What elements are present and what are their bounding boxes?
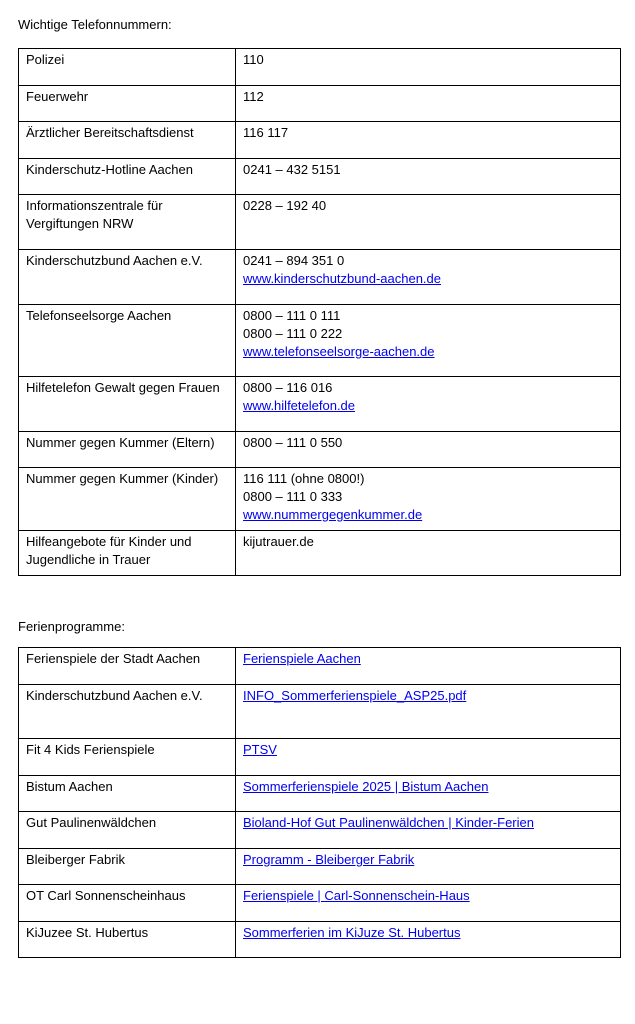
row-value bbox=[236, 685, 621, 739]
row-value bbox=[236, 849, 621, 885]
table-row bbox=[19, 195, 621, 250]
row-label: Bleiberger Fabrik bbox=[19, 849, 236, 885]
table-row bbox=[19, 849, 621, 885]
row-label: OT Carl Sonnenscheinhaus bbox=[19, 885, 236, 922]
table-row bbox=[19, 159, 621, 195]
row-label: Telefonseelsorge Aachen bbox=[19, 305, 236, 377]
link[interactable]: PTSV bbox=[243, 742, 277, 757]
link[interactable]: Ferienspiele Aachen bbox=[243, 651, 361, 666]
row-label: Nummer gegen Kummer (Kinder) bbox=[19, 468, 236, 531]
row-label: Polizei bbox=[19, 49, 236, 86]
link[interactable]: www.telefonseelsorge-aachen.de bbox=[243, 344, 435, 359]
table-row bbox=[19, 685, 621, 739]
link[interactable]: Sommerferien im KiJuze St. Hubertus bbox=[243, 925, 461, 940]
row-value bbox=[236, 468, 621, 531]
link[interactable]: Ferienspiele | Carl-Sonnenschein-Haus bbox=[243, 888, 470, 903]
table-row bbox=[19, 922, 621, 958]
value-text: 0800 – 116 016 bbox=[243, 380, 333, 395]
table-row bbox=[19, 776, 621, 812]
link[interactable]: INFO_Sommerferienspiele_ASP25.pdf bbox=[243, 688, 467, 703]
row-label: KiJuzee St. Hubertus bbox=[19, 922, 236, 958]
row-value bbox=[236, 305, 621, 377]
value-text: 0241 – 432 5151 bbox=[243, 162, 341, 177]
row-label: Kinderschutzbund Aachen e.V. bbox=[19, 685, 236, 739]
row-value bbox=[236, 739, 621, 776]
row-label: Informationszentrale für Vergiftungen NRW bbox=[19, 195, 236, 250]
table-row bbox=[19, 739, 621, 776]
value-text: 0800 – 111 0 333 bbox=[243, 489, 343, 504]
holiday-programs-table bbox=[18, 647, 621, 958]
value-text: 112 bbox=[243, 89, 264, 104]
phone-numbers-table bbox=[18, 48, 621, 576]
row-label: Ärztlicher Bereitschaftsdienst bbox=[19, 122, 236, 159]
table-row bbox=[19, 648, 621, 685]
table-row bbox=[19, 531, 621, 576]
row-value bbox=[236, 250, 621, 305]
row-value bbox=[236, 776, 621, 812]
row-label: Ferienspiele der Stadt Aachen bbox=[19, 648, 236, 685]
table-row bbox=[19, 250, 621, 305]
row-value bbox=[236, 195, 621, 250]
value-text: 0800 – 111 0 550 bbox=[243, 435, 343, 450]
row-value bbox=[236, 432, 621, 468]
link[interactable]: www.hilfetelefon.de bbox=[243, 398, 356, 413]
table-row bbox=[19, 49, 621, 86]
row-label: Kinderschutzbund Aachen e.V. bbox=[19, 250, 236, 305]
table-row bbox=[19, 885, 621, 922]
table-row bbox=[19, 86, 621, 122]
row-value bbox=[236, 648, 621, 685]
value-text: 0228 – 192 40 bbox=[243, 198, 327, 213]
value-text: 0241 – 894 351 0 bbox=[243, 253, 345, 268]
table-row bbox=[19, 432, 621, 468]
row-label: Nummer gegen Kummer (Eltern) bbox=[19, 432, 236, 468]
row-value bbox=[236, 377, 621, 432]
value-text: 116 117 bbox=[243, 125, 289, 140]
row-label: Fit 4 Kids Ferienspiele bbox=[19, 739, 236, 776]
table-row bbox=[19, 812, 621, 849]
table-row bbox=[19, 377, 621, 432]
row-label: Hilfetelefon Gewalt gegen Frauen bbox=[19, 377, 236, 432]
row-value bbox=[236, 885, 621, 922]
link[interactable]: Bioland-Hof Gut Paulinenwäldchen | Kinder-Ferien bbox=[243, 815, 534, 830]
value-text: kijutrauer.de bbox=[243, 534, 314, 549]
holiday-section-heading: Ferienprogramme: bbox=[18, 619, 125, 634]
row-label: Kinderschutz-Hotline Aachen bbox=[19, 159, 236, 195]
link[interactable]: www.kinderschutzbund-aachen.de bbox=[243, 271, 442, 286]
phone-section-heading: Wichtige Telefonnummern: bbox=[18, 17, 172, 32]
value-text: 0800 – 111 0 222 bbox=[243, 326, 343, 341]
row-value bbox=[236, 922, 621, 958]
row-label: Gut Paulinenwäldchen bbox=[19, 812, 236, 849]
row-label: Bistum Aachen bbox=[19, 776, 236, 812]
row-value bbox=[236, 159, 621, 195]
link[interactable]: www.nummergegenkummer.de bbox=[243, 507, 423, 522]
row-value bbox=[236, 812, 621, 849]
table-row bbox=[19, 305, 621, 377]
row-value bbox=[236, 86, 621, 122]
row-value bbox=[236, 122, 621, 159]
row-label: Hilfeangebote für Kinder und Jugendliche in Trauer bbox=[19, 531, 236, 576]
value-text: 116 111 (ohne 0800!) bbox=[243, 471, 365, 486]
link[interactable]: Sommerferienspiele 2025 | Bistum Aachen bbox=[243, 779, 489, 794]
value-text: 110 bbox=[243, 52, 264, 67]
table-row bbox=[19, 122, 621, 159]
row-label: Feuerwehr bbox=[19, 86, 236, 122]
row-value bbox=[236, 49, 621, 86]
table-row bbox=[19, 468, 621, 531]
link[interactable]: Programm - Bleiberger Fabrik bbox=[243, 852, 415, 867]
row-value bbox=[236, 531, 621, 576]
value-text: 0800 – 111 0 111 bbox=[243, 308, 341, 323]
